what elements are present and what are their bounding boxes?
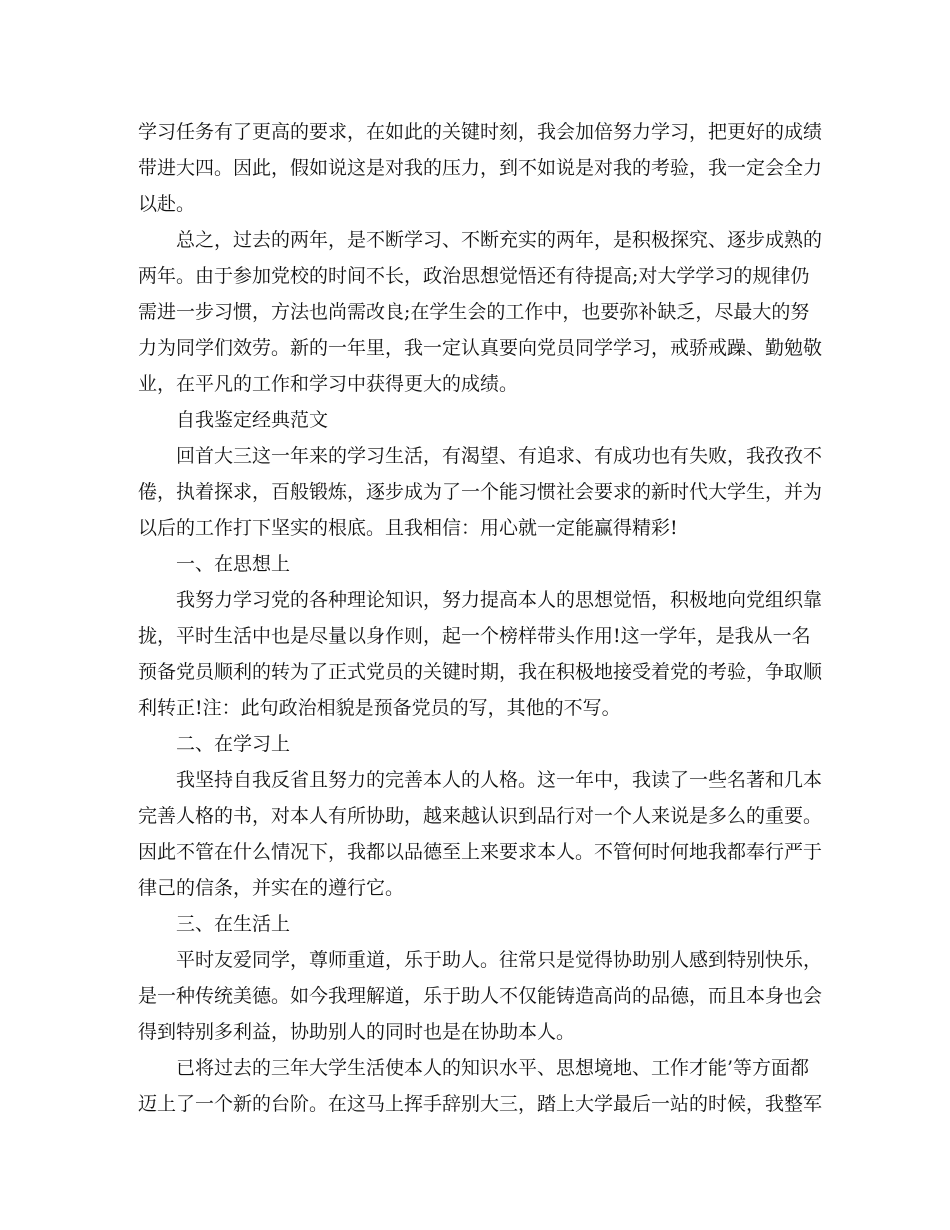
paragraph-line: 预备党员顺利的转为了正式党员的关键时期，我在积极地接受着党的考验，争取顺 xyxy=(138,661,823,683)
paragraph-line: 以后的工作打下坚实的根底。且我相信：用心就一定能赢得精彩! xyxy=(138,517,678,539)
paragraph-line: 平时友爱同学，尊师重道，乐于助人。往常只是觉得协助别人感到特别快乐， xyxy=(176,949,823,971)
paragraph-line: 完善人格的书，对本人有所协助，越来越认识到品行对一个人来说是多么的重要。 xyxy=(138,805,823,827)
paragraph-line: 我坚持自我反省且努力的完善本人的人格。这一年中，我读了一些名著和几本 xyxy=(176,769,823,791)
paragraph-line: 以赴。 xyxy=(138,193,196,215)
paragraph-line: 已将过去的三年大学生活使本人的知识水平、思想境地、工作才能’等方面都 xyxy=(176,1057,810,1079)
section-heading: 一、在思想上 xyxy=(176,553,291,575)
paragraph-line: 带进大四。因此，假如说这是对我的压力，到不如说是对我的考验，我一定会全力 xyxy=(138,157,823,179)
paragraph-line: 回首大三这一年来的学习生活，有渴望、有追求、有成功也有失败，我孜孜不 xyxy=(176,445,823,467)
paragraph-line: 总之，过去的两年，是不断学习、不断充实的两年，是积极探究、逐步成熟的 xyxy=(176,229,823,251)
paragraph-line: 拢，平时生活中也是尽量以身作则，起一个榜样带头作用!这一学年，是我从一名 xyxy=(138,625,811,647)
paragraph-line: 是一种传统美德。如今我理解道，乐于助人不仅能铸造高尚的品德，而且本身也会 xyxy=(138,985,823,1007)
paragraph-line: 律己的信条，并实在的遵行它。 xyxy=(138,877,405,899)
paragraph-line: 业，在平凡的工作和学习中获得更大的成绩。 xyxy=(138,373,519,395)
paragraph-line: 学习任务有了更高的要求，在如此的关键时刻，我会加倍努力学习，把更好的成绩 xyxy=(138,121,823,143)
paragraph-line: 两年。由于参加党校的时间不长，政治思想觉悟还有待提高;对大学学习的规律仍 xyxy=(138,265,810,287)
paragraph-line: 倦，执着探求，百般锻炼，逐步成为了一个能习惯社会要求的新时代大学生，并为 xyxy=(138,481,823,503)
paragraph-line: 力为同学们效劳。新的一年里，我一定认真要向党员同学学习，戒骄戒躁、勤勉敬 xyxy=(138,337,823,359)
section-heading: 自我鉴定经典范文 xyxy=(176,409,329,431)
paragraph-line: 因此不管在什么情况下，我都以品德至上来要求本人。不管何时何地我都奉行严于 xyxy=(138,841,823,863)
paragraph-line: 迈上了一个新的台阶。在这马上挥手辞别大三，踏上大学最后一站的时候，我整军 xyxy=(138,1093,823,1115)
paragraph-line: 我努力学习党的各种理论知识，努力提高本人的思想觉悟，积极地向党组织靠 xyxy=(176,589,823,611)
paragraph-line: 得到特别多利益，协助别人的同时也是在协助本人。 xyxy=(138,1021,576,1043)
paragraph-line: 需进一步习惯，方法也尚需改良;在学生会的工作中，也要弥补缺乏，尽最大的努 xyxy=(138,301,810,323)
paragraph-line: 利转正!注：此句政治相貌是预备党员的写，其他的不写。 xyxy=(138,697,621,719)
section-heading: 二、在学习上 xyxy=(176,733,291,755)
section-heading: 三、在生活上 xyxy=(176,913,291,935)
